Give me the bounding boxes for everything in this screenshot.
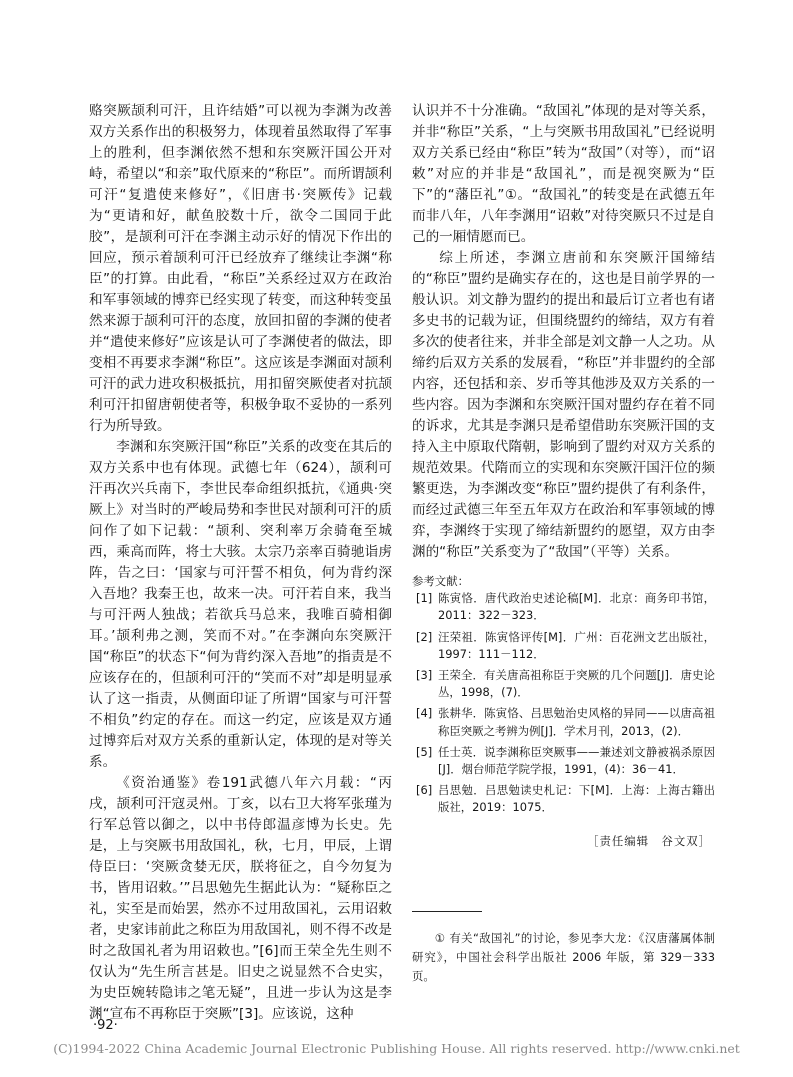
- reference-text: 陈寅恪．唐代政治史述论稿[M]．北京：商务印书馆，2011：322－323．: [438, 591, 715, 623]
- reference-text: 汪荣祖．陈寅恪评传[M]．广州：百花洲文艺出版社，1997：111－112．: [438, 629, 715, 661]
- reference-text: 王荣全．有关唐高祖称臣于突厥的几个问题[J]．唐史论丛，1998，(7)．: [438, 668, 715, 700]
- reference-item: [412, 667, 715, 701]
- reference-item: [412, 705, 715, 739]
- reference-number: [1]: [416, 591, 433, 606]
- body-paragraph: 赂突厥颉利可汗，且许结婚”可以视为李渊为改善双方关系作出的积极努力，体现着虽然取得了军事上的胜利，但李渊依然不想和东突厥汗国公开对峙，希望以“和亲”取代原来的“称臣”。而所谓颉利可汗“复遣使来修好”，《旧唐书·突厥传》记载为“更请和好，献鱼胶数十斤，欲令二国同于此胶”，是颉利可汗在李渊主动示好的情况下作出的回应，预示着颉利可汗已经放弃了继续让李渊“称臣”的打算。由此看，“称臣”关系经过双方在政治和军事领域的博弈已经实现了转变，而这种转变虽然来源于颉利可汗的态度，放回扣留的李渊的使者并“遣使来修好”应该是认可了李渊使者的做法，即变相不再要求李渊“称臣”。这应该是李渊面对颉利可汗的武力进攻积极抵抗，用扣留突厥使者对抗颉利可汗扣留唐朝使者等，积极争取不妥协的一系列行为所导致。: [89, 103, 392, 434]
- reference-text: 张耕华．陈寅恪、吕思勉治史风格的异同——以唐高祖称臣突厥之考辨为例[J]．学术月刊，2013，(2)．: [438, 706, 715, 738]
- page-number: ·92·: [93, 1018, 118, 1033]
- references-section: [412, 573, 715, 817]
- right-column: [412, 101, 715, 852]
- reference-text: 任士英．说李渊称臣突厥事——兼述刘文静被祸杀原因[J]．烟台师范学院学报，1991，(4)：36－41．: [438, 744, 715, 777]
- left-column: [89, 101, 392, 1025]
- responsible-editor: ［责任编辑 谷文双］: [587, 833, 711, 848]
- footnote-divider: [412, 911, 482, 912]
- footnote: ① 有关“敌国礼”的讨论，参见李大龙：《汉唐藩属体制研究》，中国社会科学出版社 2006 年版，第 329－333 页。: [412, 931, 715, 983]
- reference-item: [412, 782, 715, 816]
- reference-number: [2]: [416, 629, 433, 644]
- reference-number: [4]: [416, 706, 433, 721]
- reference-text: 吕思勉．吕思勉读史札记：下[M]．上海：上海古籍出版社，2019：1075．: [438, 783, 715, 815]
- copyright-notice: (C)1994-2022 China Academic Journal Electronic Publishing House. All rights reserved. http://www.cnki.net: [53, 1041, 740, 1056]
- reference-item: [412, 629, 715, 663]
- body-paragraph: 综上所述，李渊立唐前和东突厥汗国缔结的“称臣”盟约是确实存在的，这也是目前学界的一般认识。刘文静为盟约的提出和最后订立者也有诸多史书的记载为证，但围绕盟约的缔结，双方有着多次的使者往来，并非全部是刘文静一人之功。从缔约后双方关系的发展看，“称臣”并非盟约的全部内容，还包括和亲、岁币等其他涉及双方关系的一些内容。因为李渊和东突厥汗国对盟约存在着不同的诉求，尤其是李渊只是希望借助东突厥汗国的支持入主中原取代隋朝，影响到了盟约对双方关系的规范效果。代隋而立的实现和东突厥汗国汗位的频繁更迭，为李渊改变“称臣”盟约提供了有利条件，而经过武德三年至五年双方在政治和军事领域的博弈，李渊终于实现了缔结新盟约的愿望，双方由李渊的“称臣”关系变为了“敌国”（平等）关系。: [412, 250, 715, 560]
- body-paragraph: 李渊和东突厥汗国“称臣”关系的改变在其后的双方关系中也有体现。武德七年（624），颉利可汗再次兴兵南下，李世民奉命组织抵抗，《通典·突厥上》对当时的严峻局势和李世民对颉利可汗的质问作了如下记载：“颉利、突利率万余骑奄至城西，乘高而阵，将士大骇。太宗乃亲率百骑驰诣虏阵，告之曰：‘国家与可汗誓不相负，何为背约深入吾地？我秦王也，故来一决。可汗若自来，我当与可汗两人独战；若欲兵马总来，我唯百骑相御耳。’颉利弗之测，笑而不对。”在李渊向东突厥汗国“称臣”的状态下“何为背约深入吾地”的指责是不应该存在的，但颉利可汗的“笑而不对”却是明显承认了这一指责，从侧面印证了所谓“国家与可汗誓不相负”约定的存在。而这一约定，应该是双方通过博弈后对双方关系的重新认定，体现的是对等关系。: [89, 439, 392, 770]
- reference-number: [3]: [416, 668, 433, 683]
- body-paragraph: 认识并不十分准确。“敌国礼”体现的是对等关系，并非“称臣”关系，“上与突厥书用敌国礼”已经说明双方关系已经由“称臣”转为“敌国”（对等），而“诏敕”对应的并非是“敌国礼”，而是视突厥为“臣下”的“藩臣礼”①。“敌国礼”的转变是在武德五年而非八年，八年李渊用“诏敕”对待突厥只不过是自己的一厢情愿而已。: [412, 103, 715, 245]
- reference-item: [412, 744, 715, 778]
- reference-number: [6]: [416, 783, 433, 798]
- reference-item: [412, 590, 715, 624]
- body-paragraph: 《资治通鉴》卷191武德八年六月载：“丙戌，颉利可汗寇灵州。丁亥，以右卫大将军张瑾为行军总管以御之，以中书侍郎温彦博为长史。先是，上与突厥书用敌国礼，秋，七月，甲辰，上谓侍臣曰：‘突厥贪婪无厌，朕将征之，自今勿复为书，皆用诏敕。’”吕思勉先生据此认为：“疑称臣之礼，实至是而始罢，然亦不过用敌国礼，云用诏敕者，史家讳前此之称臣为用敌国礼，则不得不改是时之敌国礼者为用诏敕也。”[6]而王荣全先生则不仅认为“先生所言甚是。旧史之说显然不合史实，为史臣婉转隐讳之笔无疑”，且进一步认为这是李渊“宣布不再称臣于突厥”[3]。应该说，这种: [89, 775, 392, 1022]
- references-title: 参考文献：: [412, 574, 469, 588]
- reference-number: [5]: [416, 744, 433, 759]
